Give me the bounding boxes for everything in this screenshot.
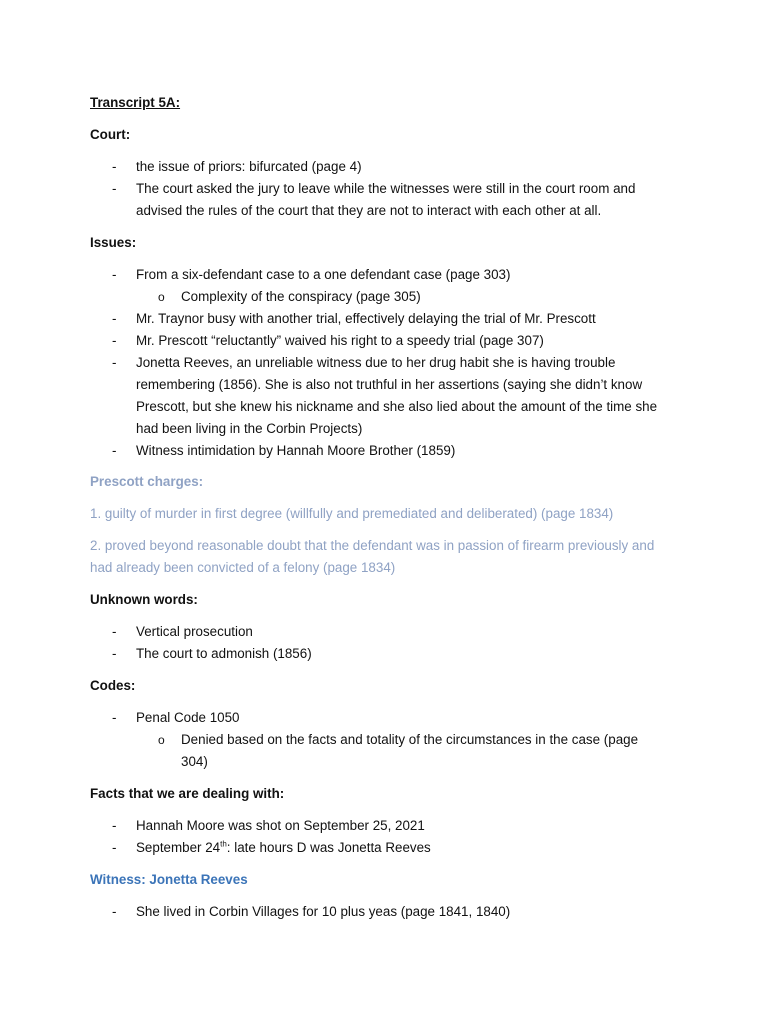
list-item-text: Mr. Prescott “reluctantly” waived his right to a speedy trial (page 307): [136, 333, 544, 348]
charge-2-line: had already been convicted of a felony (page 1834): [90, 560, 396, 575]
list-item-text: Mr. Traynor busy with another trial, effectively delaying the trial of Mr. Prescott: [136, 311, 596, 326]
dash-bullet: -: [112, 904, 117, 919]
list-item-text: From a six-defendant case to a one defendant case (page 303): [136, 267, 511, 282]
list-item-text: advised the rules of the court that they are not to interact with each other at all.: [136, 203, 602, 218]
dash-bullet: -: [112, 311, 117, 326]
list-item-text: The court asked the jury to leave while the witnesses were still in the court room and: [136, 181, 636, 196]
dash-bullet: -: [112, 818, 117, 833]
list-item-text: She lived in Corbin Villages for 10 plus yeas (page 1841, 1840): [136, 904, 511, 919]
list-item-text: [136, 837, 431, 859]
dash-bullet: -: [112, 840, 117, 855]
dash-bullet: -: [112, 333, 117, 348]
charge-2-line: 2. proved beyond reasonable doubt that the defendant was in passion of firearm previously and: [90, 538, 655, 553]
witness-heading: Witness: Jonetta Reeves: [90, 872, 248, 887]
list-item-text: Penal Code 1050: [136, 710, 240, 725]
list-item-text: had been living in the Corbin Projects): [136, 421, 363, 436]
date-text: September 24: [136, 840, 221, 855]
list-item-text: remembering (1856). She is also not truthful in her assertions (saying she didn’t know: [136, 377, 643, 392]
sub-list-item-text: Denied based on the facts and totality of the circumstances in the case (page: [181, 732, 639, 747]
dash-bullet: -: [112, 355, 117, 370]
sub-list-item-text: Complexity of the conspiracy (page 305): [181, 289, 421, 304]
dash-bullet: -: [112, 624, 117, 639]
list-item-text: Prescott, but she knew his nickname and she also lied about the amount of the time she: [136, 399, 658, 414]
list-item-text: Jonetta Reeves, an unreliable witness due to her drug habit she is having trouble: [136, 355, 616, 370]
circle-bullet: o: [158, 733, 165, 747]
dash-bullet: -: [112, 443, 117, 458]
dash-bullet: -: [112, 267, 117, 282]
unknown-words-heading: Unknown words:: [90, 592, 198, 607]
codes-heading: Codes:: [90, 678, 136, 693]
list-item-text: The court to admonish (1856): [136, 646, 312, 661]
charges-heading: Prescott charges:: [90, 474, 204, 489]
dash-bullet: -: [112, 710, 117, 725]
issues-heading: Issues:: [90, 235, 137, 250]
circle-bullet: o: [158, 290, 165, 304]
court-heading: Court:: [90, 127, 131, 142]
document-title: Transcript 5A:: [90, 95, 181, 110]
list-item-text: Hannah Moore was shot on September 25, 2021: [136, 818, 425, 833]
sub-list-item-text: 304): [181, 754, 208, 769]
list-item-text: the issue of priors: bifurcated (page 4): [136, 159, 362, 174]
facts-heading: Facts that we are dealing with:: [90, 786, 285, 801]
list-item-text: Vertical prosecution: [136, 624, 253, 639]
dash-bullet: -: [112, 646, 117, 661]
dash-bullet: -: [112, 181, 117, 196]
fact-detail: : late hours D was Jonetta Reeves: [226, 840, 431, 855]
ordinal-suffix: th: [220, 839, 227, 849]
charge-1: 1. guilty of murder in first degree (willfully and premediated and deliberated) (page 1834): [90, 506, 614, 521]
list-item-text: Witness intimidation by Hannah Moore Brother (1859): [136, 443, 456, 458]
dash-bullet: -: [112, 159, 117, 174]
